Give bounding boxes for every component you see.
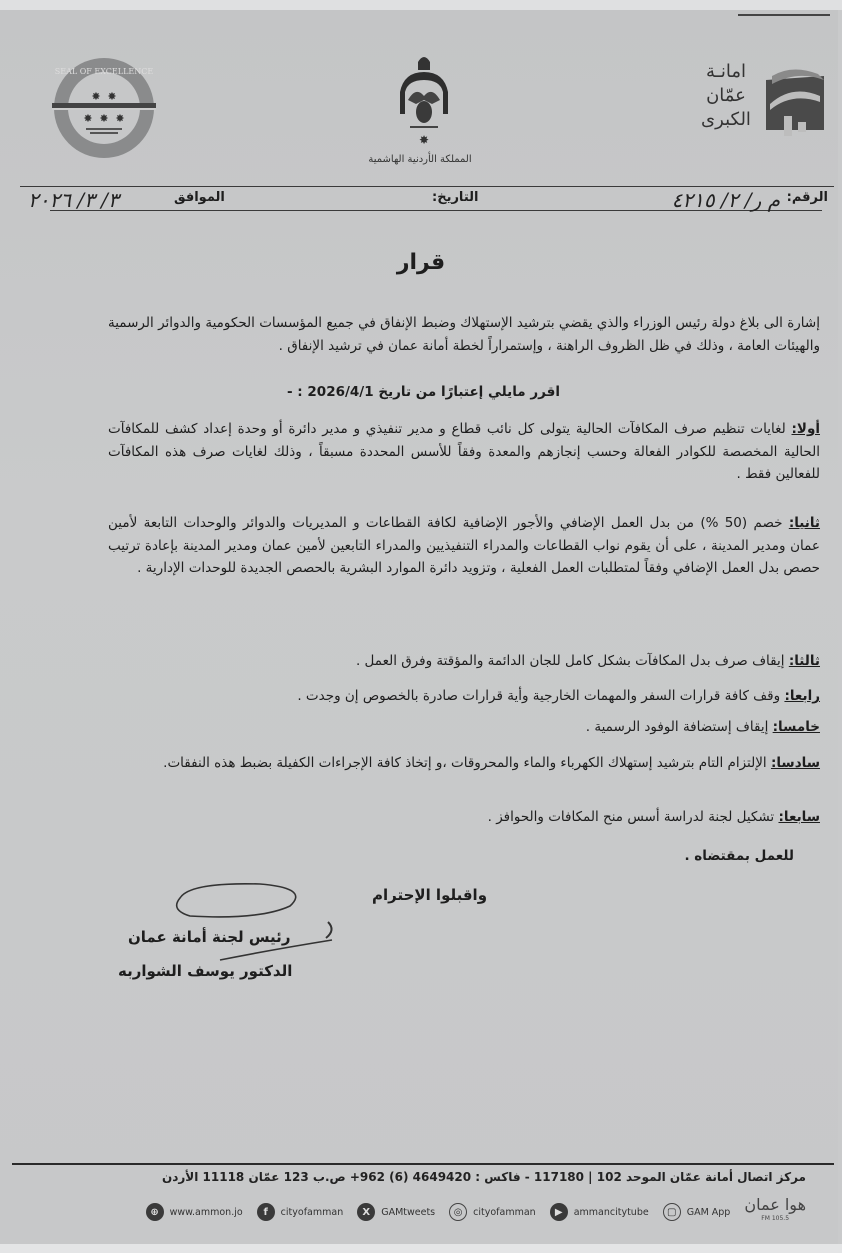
footer-social-links bbox=[146, 1195, 806, 1226]
social-label: GAM App bbox=[686, 1206, 731, 1218]
date-label: التاريخ: bbox=[432, 190, 479, 205]
social-label: ammancitytube bbox=[573, 1206, 649, 1218]
item-second bbox=[108, 512, 820, 580]
social-label: GAMtweets bbox=[381, 1206, 436, 1218]
item-lead: ثانيا: bbox=[788, 515, 820, 531]
social-app[interactable] bbox=[663, 1203, 731, 1221]
x-icon: X bbox=[357, 1203, 375, 1221]
item-fifth bbox=[108, 716, 820, 739]
svg-text:✸: ✸ bbox=[99, 112, 109, 125]
social-facebook[interactable] bbox=[257, 1203, 344, 1221]
globe-icon: ⊕ bbox=[146, 1203, 164, 1221]
item-text: وقف كافة قرارات السفر والمهمات الخارجية وأية قرارات صادرة بالخصوص إن وجدت . bbox=[297, 688, 785, 704]
item-seventh bbox=[108, 806, 820, 829]
svg-text:✸: ✸ bbox=[115, 112, 125, 125]
footer-rule bbox=[12, 1163, 834, 1165]
kingdom-name: المملكة الأردنية الهاشمية bbox=[368, 154, 472, 165]
greater-amman-municipality-logo bbox=[668, 58, 828, 142]
social-label: www.ammon.jo bbox=[169, 1206, 243, 1218]
social-label: cityofamman bbox=[473, 1206, 536, 1218]
gam-logo-line2: عمّان bbox=[706, 85, 746, 106]
svg-text:✸: ✸ bbox=[107, 90, 117, 103]
svg-text:✸: ✸ bbox=[91, 90, 101, 103]
app-icon: ▢ bbox=[663, 1203, 681, 1221]
reference-number-value: م ر/ ٢/ ٤٢١٥ bbox=[671, 188, 780, 212]
scan-bottom-edge bbox=[0, 1244, 842, 1253]
signatory-name: الدكتور يوسف الشواربه bbox=[118, 962, 293, 980]
corresponding-date-label: الموافق bbox=[174, 190, 225, 205]
regards-line: واقبلوا الإحترام bbox=[372, 886, 488, 904]
item-sixth bbox=[108, 752, 820, 775]
item-lead: ثالثا: bbox=[788, 653, 820, 669]
svg-text:✸: ✸ bbox=[83, 112, 93, 125]
signatory-title: رئيس لجنة أمانة عمان bbox=[128, 928, 291, 946]
youtube-icon: ▶ bbox=[550, 1203, 568, 1221]
intro-paragraph: إشارة الى بلاغ دولة رئيس الوزراء والذي يقضي بترشيد الإستهلاك وضبط الإنفاق في جميع المؤسسات الحكومية والدوائر الرسمية والهيئات العامة ، وذلك في ظل الظروف الراهنة ، وإستمراراً لخطة أمانة عمان في ترشيد الإنفاق . bbox=[108, 315, 820, 354]
item-text: الإلتزام التام بترشيد إستهلاك الكهرباء والماء والمحروقات ،و إتخاذ كافة الإجراءات الكفيلة بضبط هذه النفقات. bbox=[163, 755, 771, 771]
jordan-coat-of-arms bbox=[396, 52, 452, 152]
radio-name: هوا عمان bbox=[744, 1195, 806, 1214]
item-lead: أولا: bbox=[791, 421, 820, 437]
top-mark-line bbox=[738, 14, 830, 16]
reference-number-label: الرقم: bbox=[786, 190, 828, 205]
hawa-amman-radio-logo bbox=[744, 1195, 806, 1226]
social-website[interactable] bbox=[146, 1203, 243, 1221]
item-first bbox=[108, 418, 820, 486]
gam-logo-line3: الكبرى bbox=[701, 109, 751, 130]
item-text: خصم (50 %) من بدل العمل الإضافي والأجور الإضافية لكافة القطاعات و المديريات والدوائر والوحدات التابعة لأمين عمان ومدير المدينة ، على أن يقوم نواب القطاعات والمدراء التنفيذيين والمدراء التابعين لأمين عمان ومدير المدينة بإعادة ترتيب حصص بدل العمل الإضافي وفقاً لمتطلبات العمل الفعلية ، وتزويد دائرة الموارد البشرية بالحصص الجديدة للوحدات الإدارية . bbox=[108, 515, 820, 576]
closing-action: للعمل بمقتضاه . bbox=[684, 848, 794, 864]
facebook-icon: f bbox=[257, 1203, 275, 1221]
document-title: قرار bbox=[396, 250, 446, 275]
handwritten-signature bbox=[150, 880, 350, 970]
corresponding-date-value: ٣/ ٣/ ٢٠٢٦ bbox=[28, 188, 119, 212]
item-lead: رابعا: bbox=[784, 688, 820, 704]
item-text: إيقاف إستضافة الوفود الرسمية . bbox=[585, 719, 773, 735]
header-rule-top bbox=[20, 186, 834, 187]
gam-logo-line1: امانـة bbox=[705, 61, 747, 82]
item-lead: سابعا: bbox=[778, 809, 820, 825]
instagram-icon: ◎ bbox=[449, 1203, 467, 1221]
social-instagram[interactable] bbox=[449, 1203, 536, 1221]
scan-top-edge bbox=[0, 0, 842, 10]
item-lead: خامسا: bbox=[772, 719, 820, 735]
social-x[interactable] bbox=[357, 1203, 435, 1221]
footer-contact-address: مركز اتصال أمانة عمّان الموحد 102 | 117180 - فاكس : 4649420 (6) 962+ ص.ب 123 عمّان 11118 الأردن bbox=[161, 1170, 806, 1184]
svg-text:✸: ✸ bbox=[418, 133, 430, 147]
item-text: تشكيل لجنة لدراسة أسس منح المكافات والحوافز . bbox=[487, 809, 779, 825]
item-fourth bbox=[108, 685, 820, 708]
item-text: لغايات تنظيم صرف المكافآت الحالية يتولى كل نائب قطاع و مدير تنفيذي و مدير دائرة أو وحدة إعداد كشف للمكافآت الحالية المخصصة للكوادر الفعالة وحسب إنجازهم والمعدة وفقاً للأسس المحددة مسبقاً ، وذلك لغايات صرف هذه المكافآت للفعالين فقط . bbox=[108, 421, 820, 482]
item-text: إيقاف صرف بدل المكافآت بشكل كامل للجان الدائمة والمؤقتة وفرق العمل . bbox=[355, 653, 789, 669]
svg-text:SEAL OF EXCELLENCE: SEAL OF EXCELLENCE bbox=[54, 67, 154, 76]
item-lead: سادسا: bbox=[770, 755, 820, 771]
social-youtube[interactable] bbox=[550, 1203, 649, 1221]
radio-frequency: 105.5 FM bbox=[761, 1215, 790, 1222]
social-label: cityofamman bbox=[280, 1206, 344, 1218]
gam-logo-text bbox=[694, 60, 758, 132]
seal-of-excellence-logo bbox=[52, 56, 156, 160]
decision-line: اقرر مايلي إعتبارًا من تاريخ 2026/4/1 : - bbox=[287, 384, 560, 400]
gam-emblem-icon bbox=[762, 66, 828, 138]
item-third bbox=[108, 650, 820, 673]
